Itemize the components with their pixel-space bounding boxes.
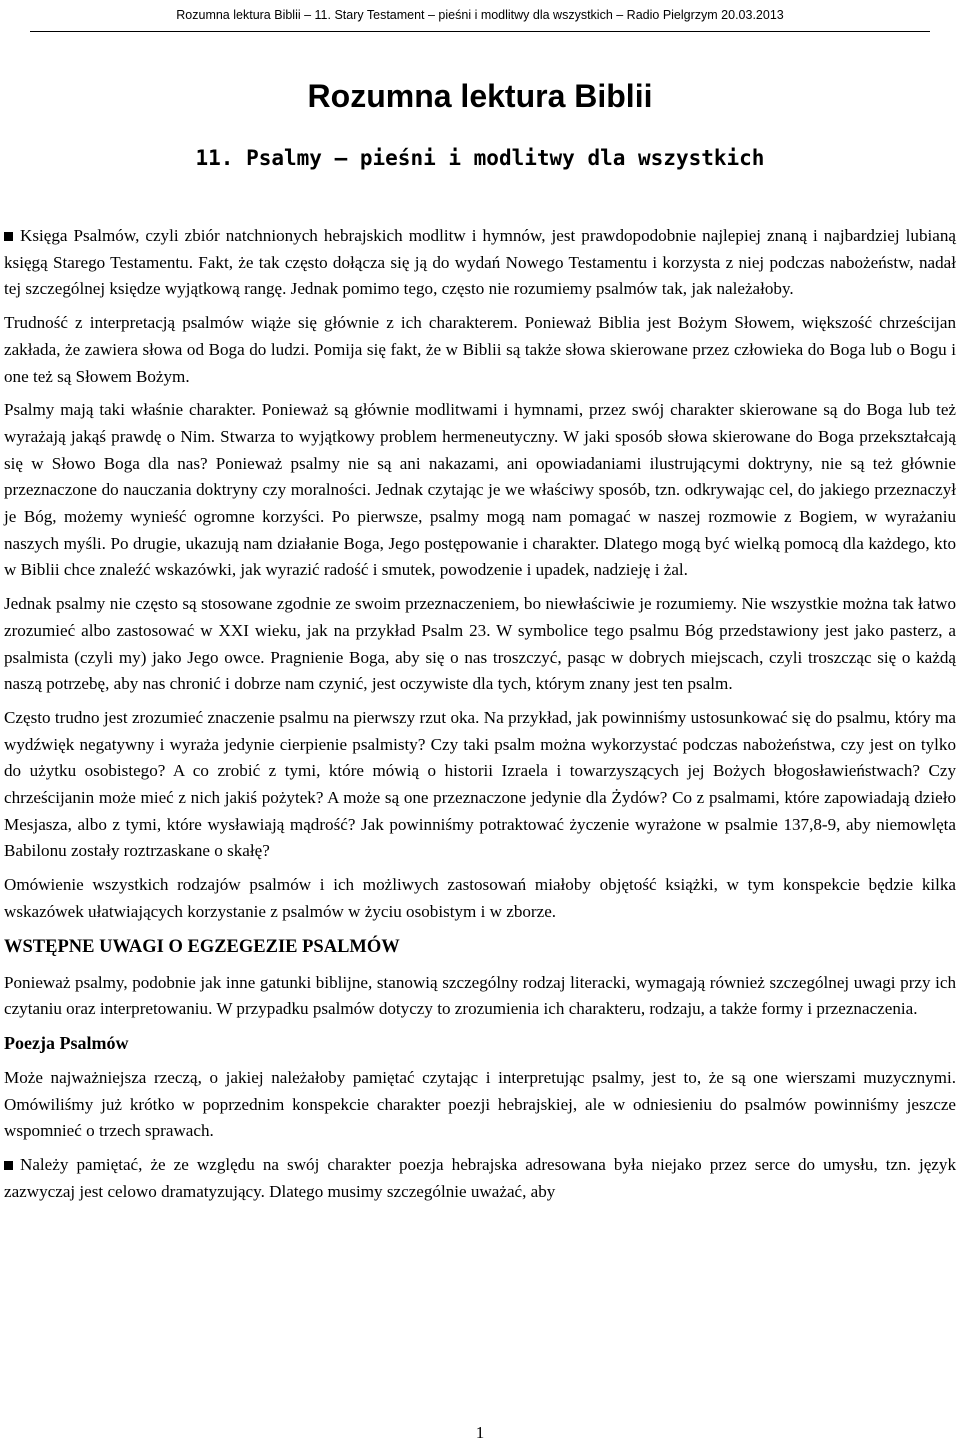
- paragraph: Trudność z interpretacją psalmów wiąże się głównie z ich charakterem. Ponieważ Biblia jest Bożym Słowem, większość chrześcijan zakłada, że zawiera słowa od Boga do ludzi. Pomija się fakt, że w Biblii są także słowa skierowane przez człowieka do Boga lub o Bogu i one też są Słowem Bożym.: [4, 313, 956, 386]
- paragraph: Ponieważ psalmy, podobnie jak inne gatunki biblijne, stanowią szczególny rodzaj literacki, wymagają również szczególnej uwagi przy ich czytaniu oraz interpretowaniu. W przypadku psalmów dotyczy to zrozumienia ich charakteru, rodzaju, a także formy i przeznaczenia.: [4, 972, 956, 1019]
- paragraph-intro: [4, 223, 956, 303]
- header-rule: [30, 31, 930, 32]
- bullet-square-icon: [4, 232, 13, 241]
- paragraph-bullet: [4, 1152, 956, 1205]
- subsection-heading: Poezja Psalmów: [4, 1032, 129, 1053]
- paragraph-text: Księga Psalmów, czyli zbiór natchnionych hebrajskich modlitw i hymnów, jest prawdopodobnie najlepiej znaną i najbardziej lubianą księgą Starego Testamentu. Fakt, że tak często dołącza się ją do wydań Nowego Testamentu i korzysta z niej podczas nabożeństw, nadał tej szczególnej księdze wyjątkową rangę. Jednak pomimo tego, często nie rozumiemy psalmów tak, jak należałoby.: [4, 226, 956, 299]
- paragraph: Jednak psalmy nie często są stosowane zgodnie ze swoim przeznaczeniem, bo niewłaściwie je rozumiemy. Nie wszystkie można tak łatwo zrozumieć albo zastosować w XXI wieku, jak na przykład Psalm 23. W symbolice tego psalmu Bóg przedstawiony jest jako pasterz, a psalmista (czyli my) jako Jego owce. Pragnienie Boga, aby się o nas troszczyć, pasąc w dobrych miejscach, czyli troszcząc się o każdą naszą potrzebę, aby nas chronić i dobrze nam czynić, jest oczywiste dla tych, którym znany jest ten psalm.: [4, 594, 956, 694]
- document-body: [4, 223, 956, 1213]
- page-number: 1: [475, 1423, 485, 1442]
- paragraph: Psalmy mają taki właśnie charakter. Ponieważ są głównie modlitwami i hymnami, przez swój charakter skierowane są do Boga lub też wyrażają jakąś prawdę o Nim. Stwarza to wyjątkowy problem hermeneutyczny. W jaki sposób słowa skierowane do Boga przekształcają się w Słowo Boga dla nas? Ponieważ psalmy nie są ani nakazami, ani opowiadaniami ilustrującymi doktryny, nie są też głównie przeznaczone do nauczania doktryny czy moralności. Jednak czytając je we właściwy sposób, tzn. odkrywając cel, do jakiego przeznaczył je Bóg, możemy wynieść ogromne korzyści. Po pierwsze, psalmy mogą nam pomagać w naszej rozmowie z Bogiem, w wyrażaniu naszych myśli. Po drugie, ukazują nam działanie Boga, Jego postępowanie i charakter. Dlatego mogą być wielką pomocą dla każdego, kto w Biblii chce znaleźć wskazówki, jak wyrazić radość i smutek, powodzenie i upadek, nadzieję i żal.: [4, 400, 956, 580]
- chapter-title: 11. Psalmy – pieśni i modlitwy dla wszystkich: [195, 146, 765, 170]
- section-heading: WSTĘPNE UWAGI O EGZEGEZIE PSALMÓW: [4, 936, 400, 957]
- running-header: Rozumna lektura Biblii – 11. Stary Testament – pieśni i modlitwy dla wszystkich – Radio Pielgrzym 20.03.2013: [176, 8, 784, 22]
- bullet-square-icon: [4, 1161, 13, 1170]
- paragraph: Często trudno jest zrozumieć znaczenie psalmu na pierwszy rzut oka. Na przykład, jak powinniśmy ustosunkować się do psalmu, który ma wydźwięk negatywny i wyraża jedynie cierpienie psalmisty? Czy taki psalm można wykorzystać podczas nabożeństwa, czy jest on tylko do użytku osobistego? A co zrobić z tymi, które mówią o historii Izraela i towarzyszących jej Bożych błogosławieństwach? Czy chrześcijanin może mieć z nich jakiś pożytek? A może są one przeznaczone jedynie dla Żydów? Co z psalmami, które zapowiadają dzieło Mesjasza, albo z tymi, które wysławiają mądrość? Jak powinniśmy potraktować życzenie wyrażone w psalmie 137,8-9, aby niemowlęta Babilonu zostały roztrzaskane o skałę?: [4, 707, 956, 861]
- paragraph-text: Należy pamiętać, że ze względu na swój charakter poezja hebrajska adresowana była niejako przez serce do umysłu, tzn. język zazwyczaj jest celowo dramatyzujący. Dlatego musimy szczególnie uważać, aby: [4, 1155, 956, 1201]
- paragraph: Omówienie wszystkich rodzajów psalmów i ich możliwych zastosowań miałoby objętość książki, w tym konspekcie będzie kilka wskazówek ułatwiających korzystanie z psalmów w życiu osobistym i w zborze.: [4, 875, 956, 921]
- paragraph: Może najważniejsza rzeczą, o jakiej należałoby pamiętać czytając i interpretując psalmy, jest to, że są one wierszami muzycznymi. Omówiliśmy już krótko w poprzednim konspekcie charakter poezji hebrajskiej, ale w odniesieniu do psalmów powinniśmy jeszcze wspomnieć o trzech sprawach.: [4, 1067, 956, 1141]
- document-title: Rozumna lektura Biblii: [307, 78, 653, 114]
